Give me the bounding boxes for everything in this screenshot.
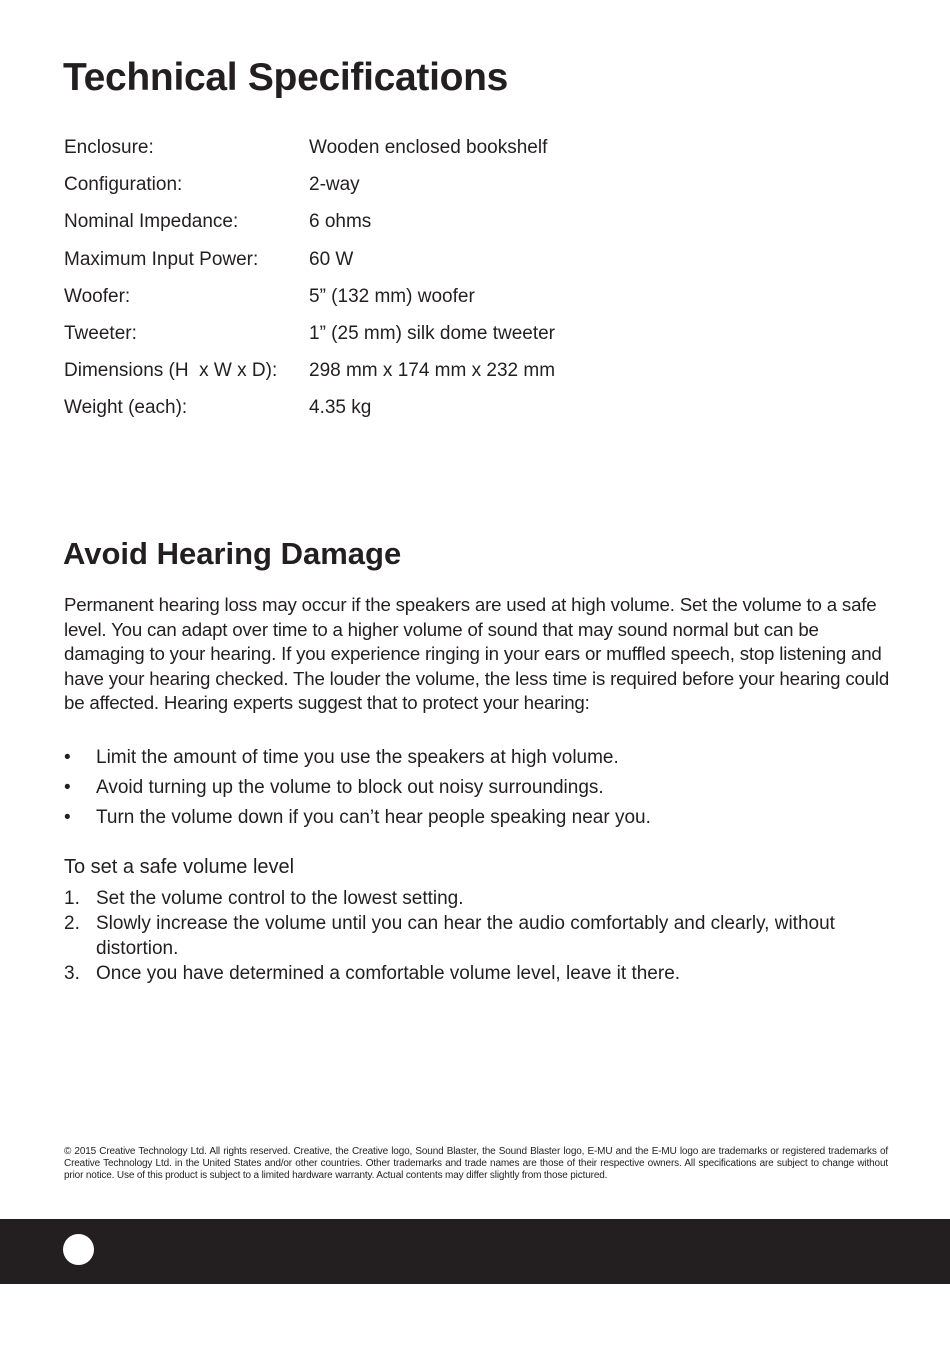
- spec-row-weight: [64, 389, 684, 426]
- spec-label: Maximum Input Power:: [64, 248, 259, 270]
- spec-row-tweeter: [64, 315, 684, 352]
- spec-row-enclosure: [64, 129, 684, 166]
- spec-value: 2-way: [309, 174, 360, 196]
- spec-value: 1” (25 mm) silk dome tweeter: [309, 322, 556, 344]
- spec-value: 298 mm x 174 mm x 232 mm: [309, 360, 556, 382]
- bullet-icon: •: [64, 777, 71, 798]
- spec-label: Tweeter:: [64, 322, 137, 344]
- spec-label: Dimensions (H x W x D):: [64, 360, 278, 382]
- spec-row-configuration: [64, 166, 684, 203]
- step-number: 1.: [64, 888, 80, 909]
- section-title-hearing: Avoid Hearing Damage: [63, 536, 402, 571]
- list-item: [64, 773, 651, 803]
- bullet-icon: •: [64, 747, 71, 768]
- spec-value: 60 W: [309, 248, 354, 270]
- list-item: [64, 743, 651, 773]
- legal-notice: © 2015 Creative Technology Ltd. All rights reserved. Creative, the Creative logo, Sound Blaster, the Sound Blaster logo, E-MU and the E-MU logo are trademarks or registered trademarks of Creative Technology Ltd. in the United States and/or other countries. Other trademarks and trade names are those of their respective owners. All specifications are subject to change without prior notice. Use of this product is subject to a limited hardware warranty. Actual contents may differ slightly from those pictured.: [64, 1146, 888, 1182]
- step-number: 2.: [64, 913, 80, 934]
- spec-value: 6 ohms: [309, 211, 372, 233]
- spec-value: 4.35 kg: [309, 397, 372, 419]
- hearing-bullet-list: [64, 743, 651, 833]
- spec-label: Configuration:: [64, 174, 183, 196]
- list-item: [64, 961, 884, 986]
- safe-volume-subheading: To set a safe volume level: [64, 856, 295, 878]
- safe-volume-steps: [64, 886, 884, 986]
- list-item: [64, 886, 884, 911]
- spec-label: Woofer:: [64, 285, 131, 307]
- bullet-text: Limit the amount of time you use the speakers at high volume.: [96, 747, 619, 768]
- step-text: Once you have determined a comfortable volume level, leave it there.: [96, 963, 681, 984]
- step-text: Set the volume control to the lowest setting.: [96, 888, 464, 909]
- spec-value: Wooden enclosed bookshelf: [309, 137, 548, 158]
- spec-value: 5” (132 mm) woofer: [309, 285, 475, 307]
- spec-table: [64, 129, 684, 427]
- spec-row-dimensions: [64, 352, 684, 389]
- step-number: 3.: [64, 963, 80, 984]
- bullet-text: Turn the volume down if you can’t hear people speaking near you.: [96, 807, 651, 828]
- bullet-icon: •: [64, 807, 71, 828]
- spec-label: Nominal Impedance:: [64, 211, 239, 233]
- footer-band: [0, 1219, 950, 1284]
- step-text: Slowly increase the volume until you can hear the audio comfortably and clearly, without distortion.: [96, 913, 835, 959]
- page-marker-dot-icon: [63, 1234, 94, 1265]
- spec-row-woofer: [64, 278, 684, 315]
- spec-label: Enclosure:: [64, 137, 154, 158]
- spec-row-input-power: [64, 241, 684, 278]
- list-item: [64, 911, 884, 961]
- bullet-text: Avoid turning up the volume to block out noisy surroundings.: [96, 777, 604, 798]
- spec-row-impedance: [64, 203, 684, 240]
- page-title: Technical Specifications: [63, 56, 509, 99]
- hearing-intro-paragraph: Permanent hearing loss may occur if the speakers are used at high volume. Set the volume to a safe level. You can adapt over time to a higher volume of sound that may sound normal but can be damaging to your hearing. If you experience ringing in your ears or muffled speech, stop listening and have your hearing checked. The louder the volume, the less time is required before your hearing could be affected. Hearing experts suggest that to protect your hearing:: [64, 594, 890, 714]
- spec-label: Weight (each):: [64, 397, 188, 419]
- list-item: [64, 803, 651, 833]
